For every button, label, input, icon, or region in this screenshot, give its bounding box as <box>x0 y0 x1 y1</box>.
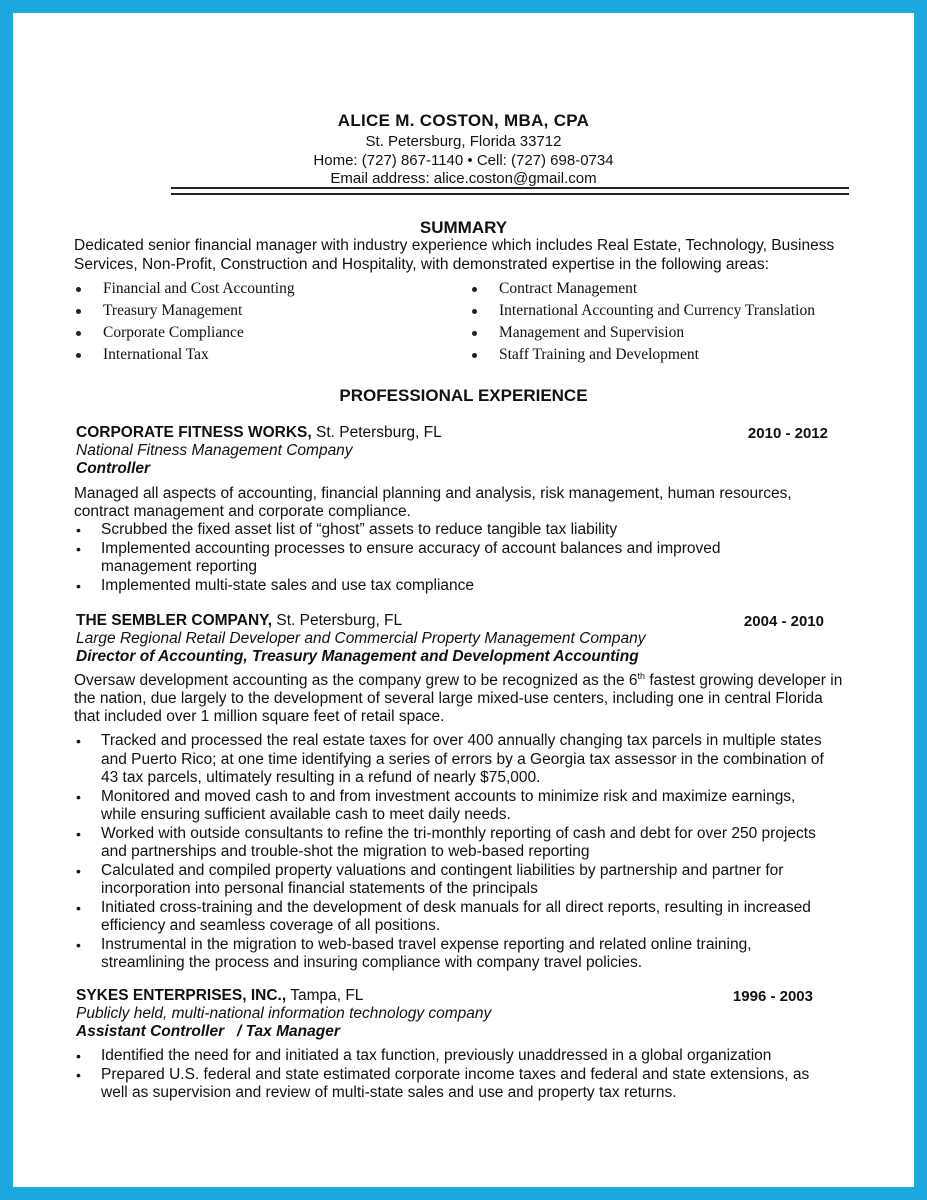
list-item: • Implemented accounting processes to ensure accuracy of account balances and improved management reporting <box>76 539 721 575</box>
employment-years: 1996 - 2003 <box>732 988 813 1005</box>
skill-item: Corporate Compliance <box>103 324 244 341</box>
bullet-icon <box>76 309 81 314</box>
phone-numbers: Home: (727) 867-1140 • Cell: (727) 698-0734 <box>313 152 614 169</box>
bullet-icon: • <box>76 540 81 557</box>
bullet-icon <box>472 353 477 358</box>
list-item: • Tracked and processed the real estate taxes for over 400 annually changing tax parcels in multiple states and Puerto Rico; at one time identifying a series of errors by a Georgia tax assessor in the combination of 43 tax parcels, ultimately resulting in a refund of nearly $75,000. <box>76 732 824 786</box>
bullet-icon <box>76 353 81 358</box>
list-item: • Calculated and compiled property valuations and contingent liabilities by partnership and partner for incorporation into personal financial statements of the principals <box>76 861 784 897</box>
skill-item: International Accounting and Currency Translation <box>499 302 815 319</box>
bullet-icon <box>76 287 81 292</box>
skill-item: Contract Management <box>499 280 638 297</box>
bullet-icon: • <box>76 936 81 953</box>
company-description: Publicly held, multi-national information technology company <box>76 1005 492 1022</box>
company-line <box>76 424 442 442</box>
bullet-icon: • <box>76 825 81 842</box>
experience-heading: PROFESSIONAL EXPERIENCE <box>339 386 588 405</box>
skill-item: International Tax <box>103 346 209 363</box>
address: St. Petersburg, Florida 33712 <box>365 133 562 150</box>
bullet-icon: • <box>76 899 81 916</box>
summary-heading: SUMMARY <box>419 218 508 237</box>
list-item: • Prepared U.S. federal and state estimated corporate income taxes and federal and state extensions, as well as supervision and review of multi-state sales and use and property tax returns. <box>76 1065 810 1101</box>
company-location: St. Petersburg, FL <box>272 612 403 629</box>
company-description: National Fitness Management Company <box>76 442 353 459</box>
header-divider-top <box>171 187 849 189</box>
bullet-icon: • <box>76 522 81 538</box>
list-item: • Worked with outside consultants to refine the tri-monthly reporting of cash and debt for over 250 projects and partnerships and trouble-shot the migration to web-based reporting <box>76 824 816 860</box>
job-bullets <box>74 732 834 973</box>
employment-years: 2010 - 2012 <box>747 425 828 442</box>
header-divider-bottom <box>171 193 849 195</box>
summary-line: Dedicated senior financial manager with industry experience which includes Real Estate, Technology, Business <box>74 237 835 254</box>
bullet-icon <box>76 331 81 336</box>
skill-item: Staff Training and Development <box>499 346 699 363</box>
company-line <box>76 612 402 630</box>
list-item: • Monitored and moved cash to and from investment accounts to minimize risk and maximize earnings, while ensuring sufficient available cash to meet daily needs. <box>76 787 796 823</box>
job-summary-line: the nation, due largely to the development of several large mixed-use centers, including one in central Florida <box>74 690 823 707</box>
list-item: • Initiated cross-training and the development of desk manuals for all direct reports, resulting in increased efficiency and seamless coverage of all positions. <box>76 898 811 934</box>
employment-years: 2004 - 2010 <box>743 613 824 630</box>
bullet-icon: • <box>76 862 81 879</box>
job-summary-line: Managed all aspects of accounting, financial planning and analysis, risk management, human resources, <box>74 485 792 502</box>
job-summary-line: Oversaw development accounting as the company grew to be recognized as the 6th fastest growing developer in <box>74 671 843 689</box>
applicant-name: ALICE M. COSTON, MBA, CPA <box>337 111 590 130</box>
company-line <box>76 987 363 1005</box>
bullet-icon: • <box>76 1066 81 1083</box>
list-item: • Instrumental in the migration to web-based travel expense reporting and related online training, streamlining the process and insuring compliance with company travel policies. <box>76 935 752 971</box>
skill-item: Treasury Management <box>103 302 243 319</box>
resume-page <box>13 13 914 1187</box>
bullet-icon: • <box>76 1048 81 1064</box>
job-bullets <box>74 521 804 595</box>
bullet-icon: • <box>76 788 81 805</box>
email-address: Email address: alice.coston@gmail.com <box>330 170 597 187</box>
company-location: Tampa, FL <box>286 987 364 1004</box>
company-description: Large Regional Retail Developer and Commercial Property Management Company <box>76 630 646 647</box>
list-item: • Implemented multi-state sales and use tax compliance <box>76 576 475 594</box>
company-name: SYKES ENTERPRISES, INC., <box>76 987 287 1004</box>
job-bullets <box>74 1047 834 1103</box>
bullet-icon <box>472 287 477 292</box>
list-item: • Identified the need for and initiated a tax function, previously unaddressed in a global organization <box>76 1047 772 1064</box>
bullet-icon <box>472 331 477 336</box>
job-title: Assistant Controller / Tax Manager <box>76 1023 340 1040</box>
skill-item: Financial and Cost Accounting <box>103 280 295 297</box>
summary-line: Services, Non-Profit, Construction and Hospitality, with demonstrated expertise in the following areas: <box>74 256 769 273</box>
job-title: Director of Accounting, Treasury Management and Development Accounting <box>76 648 639 665</box>
bullet-icon: • <box>76 733 81 749</box>
job-title: Controller <box>76 460 151 477</box>
bullet-icon: • <box>76 577 81 594</box>
list-item: • Scrubbed the fixed asset list of “ghost” assets to reduce tangible tax liability <box>76 521 618 538</box>
company-location: St. Petersburg, FL <box>311 424 442 441</box>
company-name: CORPORATE FITNESS WORKS, <box>76 424 312 441</box>
job-summary-line: that included over 1 million square feet of retail space. <box>74 708 445 725</box>
bullet-icon <box>472 309 477 314</box>
skill-item: Management and Supervision <box>499 324 685 341</box>
job-summary-line: contract management and corporate compliance. <box>74 503 411 520</box>
company-name: THE SEMBLER COMPANY, <box>76 612 273 629</box>
